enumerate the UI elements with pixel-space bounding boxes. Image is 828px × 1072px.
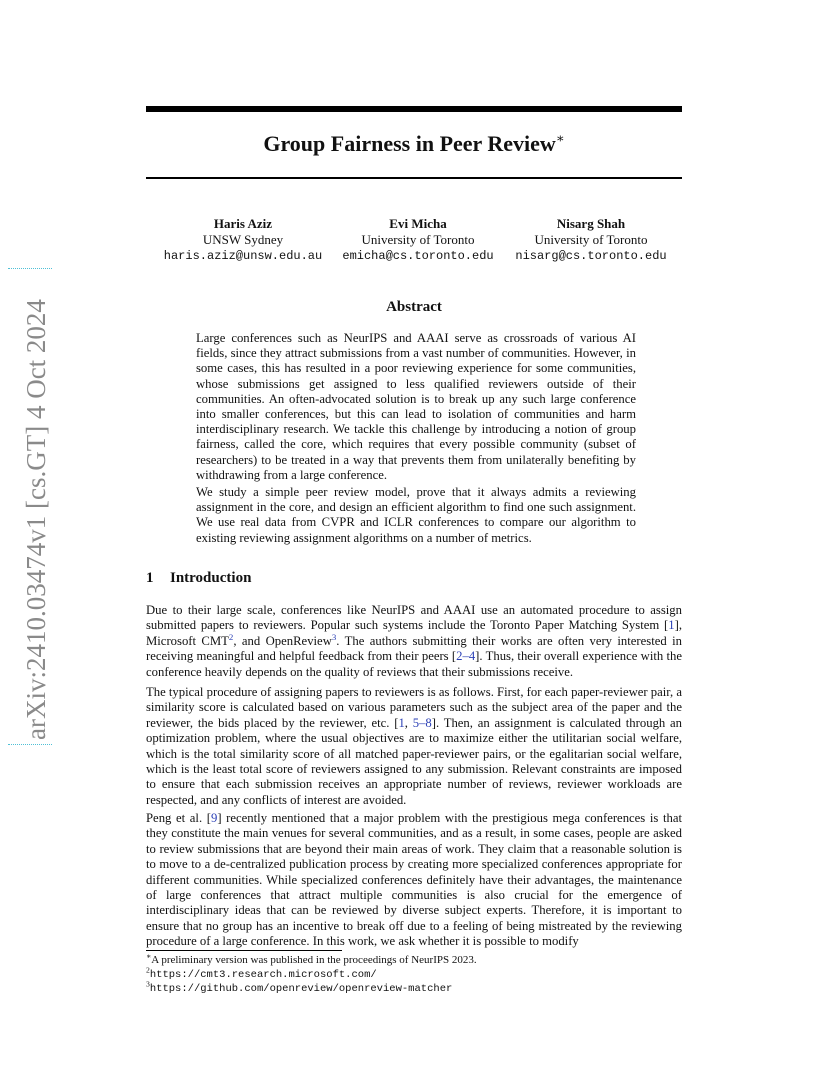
footnote-ref-3[interactable]: 3 — [331, 631, 337, 642]
citation-link[interactable]: 1 — [668, 618, 675, 633]
title-bottom-rule — [146, 177, 682, 179]
intro-paragraph-3: Peng et al. [9] recently mentioned that a major problem with the prestigious mega conferences is that they constitute the main venues for several communities, and as a result, in some cases, people are asked to review submissions that are beyond their main areas of work. They claim that a reasonable solution is to move to a de-centralized publication process by creating more specialized conferences appropriate for different communities. While specialized conferences definitely have their advantages, the maintenance of large conferences that attract multiple communities is also crucial for the emergence of interdisciplinary ideas that can be reviewed by diverse subject experts. Therefore, it is important to ensure that no group has an incentive to break off due to a feeling of being mistreated by the reviewing procedure of a large conference. In this work, we ask whether it is possible to modify — [146, 811, 682, 949]
arxiv-stamp — [19, 270, 49, 740]
footnote-1: ∗A preliminary version was published in the proceedings of NeurIPS 2023. — [146, 951, 477, 966]
footnote-mark: 3 — [146, 979, 150, 989]
author-name: Haris Aziz — [213, 216, 273, 231]
section-number: 1 — [146, 570, 154, 586]
title-top-rule — [146, 106, 682, 112]
author-email: nisarg@cs.toronto.edu — [515, 249, 667, 263]
author-email: emicha@cs.toronto.edu — [342, 249, 494, 263]
citation-link[interactable]: 1 — [398, 715, 405, 730]
author-block-3 — [504, 216, 678, 264]
author-affiliation: UNSW Sydney — [202, 232, 284, 247]
paper-title: Group Fairness in Peer Review∗ — [263, 130, 565, 156]
author-affiliation: University of Toronto — [361, 232, 475, 247]
author-email: haris.aziz@unsw.edu.au — [163, 249, 323, 263]
footnote-mark: ∗ — [146, 951, 152, 961]
citation-link[interactable]: 5–8 — [412, 715, 432, 730]
author-affiliation: University of Toronto — [534, 232, 648, 247]
section-title: Introduction — [170, 570, 252, 586]
footnote-2 — [146, 965, 377, 982]
citation-link[interactable]: 9 — [210, 811, 218, 825]
arxiv-dotted-rule-top — [8, 268, 52, 269]
intro-paragraph-1: Due to their large scale, conferences like NeurIPS and AAAI use an automated procedure to assign submitted papers to reviewers. Popular such systems include the Toronto Paper Matching System [1], Microsoft CMT$^2$, and OpenReview$^3$. The authors submitting their works are often very interested in receiving meaningful and helpful feedback from their peers [2–4]. Thus, their overall experience with the conference heavily depends on the quality of reviews that their submissions receive. — [146, 603, 682, 679]
arxiv-dotted-rule-bottom — [8, 744, 52, 745]
footnote-3 — [146, 979, 453, 996]
footnote-rule — [146, 950, 342, 951]
footnote-url[interactable]: https://cmt3.research.microsoft.com/ — [149, 969, 377, 981]
author-block-1 — [150, 216, 336, 264]
footnote-url[interactable]: https://github.com/openreview/openreview-matcher — [149, 983, 453, 995]
author-block-2 — [330, 216, 506, 264]
arxiv-id: arXiv:2410.03474v1 [cs.GT] 4 Oct 2024 — [21, 299, 51, 740]
footnote-ref-2[interactable]: 2 — [228, 631, 234, 642]
intro-paragraph-2: The typical procedure of assigning papers to reviewers is as follows. First, for each paper-reviewer pair, a similarity score is calculated based on various parameters such as the subject area of the paper and the reviewer, the bids placed by the reviewer, etc. [1, 5–8]. Then, an assignment is calculated through an optimization problem, where the usual objectives are to maximize either the utilitarian social welfare, which is the total similarity score of all matched paper-reviewer pairs, or the egalitarian social welfare, which is the least total score of reviewers assigned to any submission. Relevant constraints are imposed to ensure that each submission receives an appropriate number of reviews, reviewer workloads are respected, and any conflicts of interest are avoided. — [146, 685, 683, 807]
abstract-paragraph-1: Large conferences such as NeurIPS and AAAI serve as crossroads of various AI fields, since they attract submissions from a vast number of communities. However, in some cases, this has resulted in a poor reviewing experience for some communities, whose submissions get assigned to less qualified reviewers outside of their communities. An often-advocated solution is to break up any such large conference into smaller conferences, but this can lead to isolation of communities and harm interdisciplinary research. We tackle this challenge by introducing a notion of group fairness, called the core, which requires that every possible community (subset of researchers) to be treated in a way that prevents them from unilaterally benefiting by withdrawing from a large conference. — [196, 331, 636, 482]
section-heading-introduction — [146, 570, 251, 587]
abstract-heading: Abstract — [386, 299, 442, 315]
footnote-mark: 2 — [146, 965, 150, 975]
abstract-paragraph-2: We study a simple peer review model, prove that it always admits a reviewing assignment in the core, and design an efficient algorithm to find one such assignment. We use real data from CVPR and ICLR conferences to compare our algorithm to existing reviewing assignment algorithms on a number of metrics. — [196, 485, 636, 545]
title-footnote-mark: ∗ — [555, 130, 565, 146]
author-name: Evi Micha — [389, 216, 447, 231]
author-name: Nisarg Shah — [556, 216, 626, 231]
citation-link[interactable]: 2–4 — [456, 649, 476, 664]
